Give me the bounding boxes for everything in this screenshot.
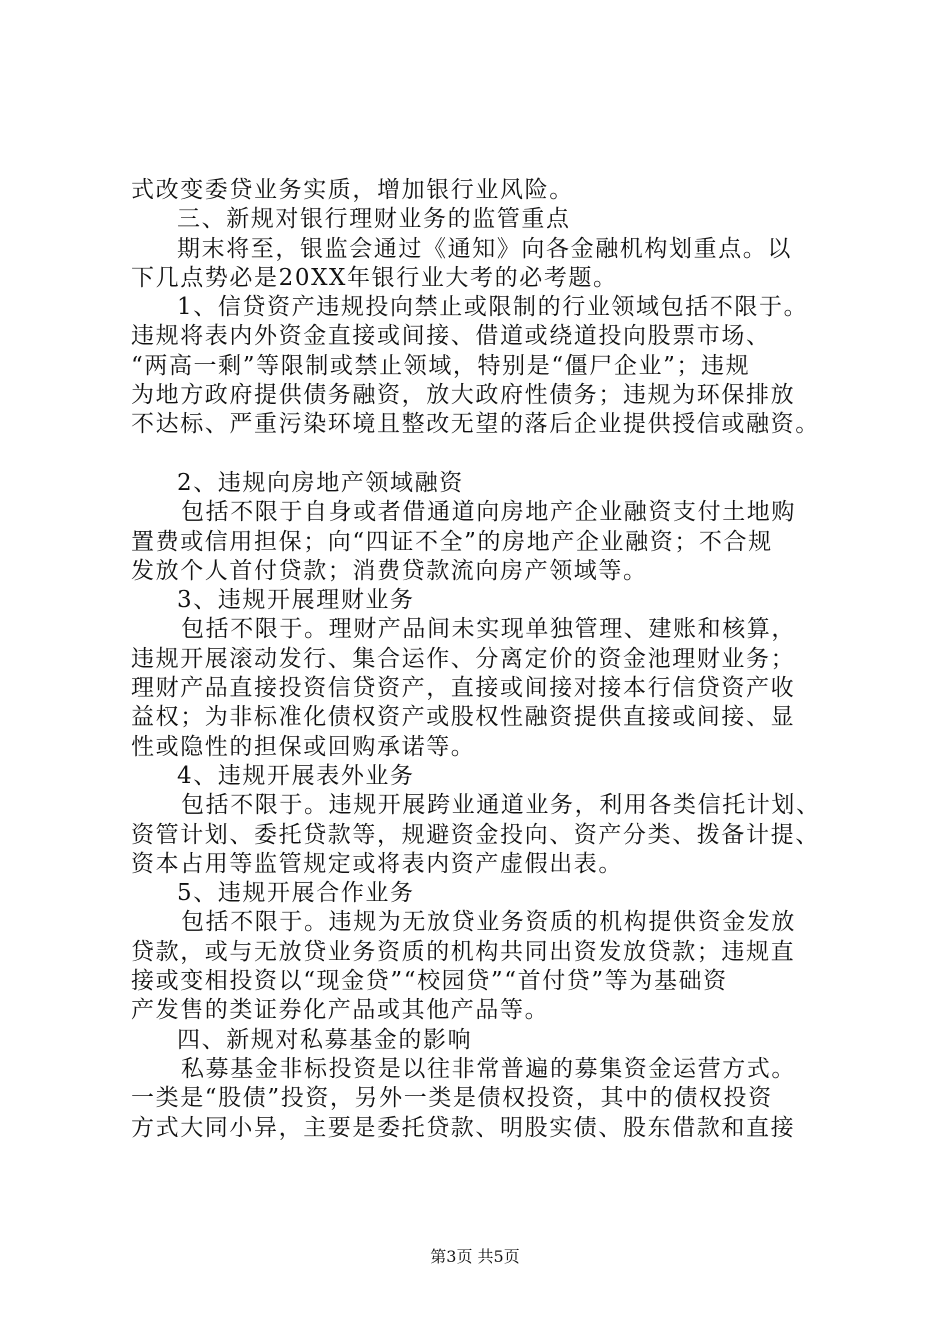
paragraph-line: 包括不限于。违规为无放贷业务资质的机构提供资金发放 bbox=[181, 909, 796, 936]
paragraph-line: 贷款，或与无放贷业务资质的机构共同出资发放贷款；违规直 bbox=[131, 938, 796, 965]
section-heading: 四、新规对私募基金的影响 bbox=[177, 1026, 473, 1053]
section-heading: 三、新规对银行理财业务的监管重点 bbox=[177, 206, 571, 233]
blank-line bbox=[131, 440, 831, 469]
paragraph-line: 下几点势必是20XX年银行业大考的必考题。 bbox=[131, 264, 618, 291]
paragraph-line: 资管计划、委托贷款等，规避资金投向、资产分类、拨备计提、 bbox=[131, 821, 820, 848]
paragraph-line: 理财产品直接投资信贷资产，直接或间接对接本行信贷资产收 bbox=[131, 675, 796, 702]
paragraph-line: 包括不限于。违规开展跨业通道业务，利用各类信托计划、 bbox=[181, 792, 821, 819]
paragraph-line: 期末将至，银监会通过《通知》向各金融机构划重点。以 bbox=[177, 235, 792, 262]
paragraph-line: “两高一剩”等限制或禁止领域，特别是“僵尸企业”；违规 bbox=[131, 352, 751, 379]
paragraph-line: 性或隐性的担保或回购承诺等。 bbox=[131, 733, 476, 760]
list-item-heading: 5、违规开展合作业务 bbox=[177, 880, 415, 907]
list-item-heading: 3、违规开展理财业务 bbox=[177, 587, 415, 614]
paragraph-line: 方式大同小异，主要是委托贷款、明股实债、股东借款和直接 bbox=[131, 1114, 796, 1141]
paragraph-line: 一类是“股债”投资，另外一类是债权投资，其中的债权投资 bbox=[131, 1085, 773, 1112]
paragraph-line: 为地方政府提供债务融资，放大政府性债务；违规为环保排放 bbox=[131, 382, 796, 409]
paragraph-line: 发放个人首付贷款；消费贷款流向房产领域等。 bbox=[131, 557, 648, 584]
document-body bbox=[131, 176, 831, 1143]
paragraph-line: 包括不限于。理财产品间未实现单独管理、建账和核算， bbox=[181, 616, 796, 643]
paragraph-line: 违规开展滚动发行、集合运作、分离定价的资金池理财业务； bbox=[131, 645, 796, 672]
paragraph-line: 益权；为非标准化债权资产或股权性融资提供直接或间接、显 bbox=[131, 704, 796, 731]
list-item-heading: 4、违规开展表外业务 bbox=[177, 762, 415, 789]
paragraph-line: 不达标、严重污染环境且整改无望的落后企业提供授信或融资。 bbox=[131, 411, 820, 438]
paragraph-line: 置费或信用担保；向“四证不全”的房地产企业融资；不合规 bbox=[131, 528, 773, 555]
text-line: 式改变委贷业务实质，增加银行业风险。 bbox=[131, 177, 574, 203]
list-item-heading: 1、信贷资产违规投向禁止或限制的行业领域包括不限于。 bbox=[177, 294, 809, 321]
paragraph-line: 接或变相投资以“现金贷”“校园贷”“首付贷”等为基础资 bbox=[131, 968, 728, 995]
paragraph-line: 包括不限于自身或者借通道向房地产企业融资支付土地购 bbox=[181, 499, 796, 526]
paragraph-line: 违规将表内外资金直接或间接、借道或绕道投向股票市场、 bbox=[131, 323, 771, 350]
page-number-footer: 第3页 共5页 bbox=[430, 1247, 520, 1266]
paragraph-line: 产发售的类证券化产品或其他产品等。 bbox=[131, 997, 550, 1024]
paragraph-line: 私募基金非标投资是以往非常普遍的募集资金运营方式。 bbox=[181, 1055, 796, 1082]
list-item-heading: 2、违规向房地产领域融资 bbox=[177, 469, 464, 496]
paragraph-line: 资本占用等监管规定或将表内资产虚假出表。 bbox=[131, 850, 623, 877]
